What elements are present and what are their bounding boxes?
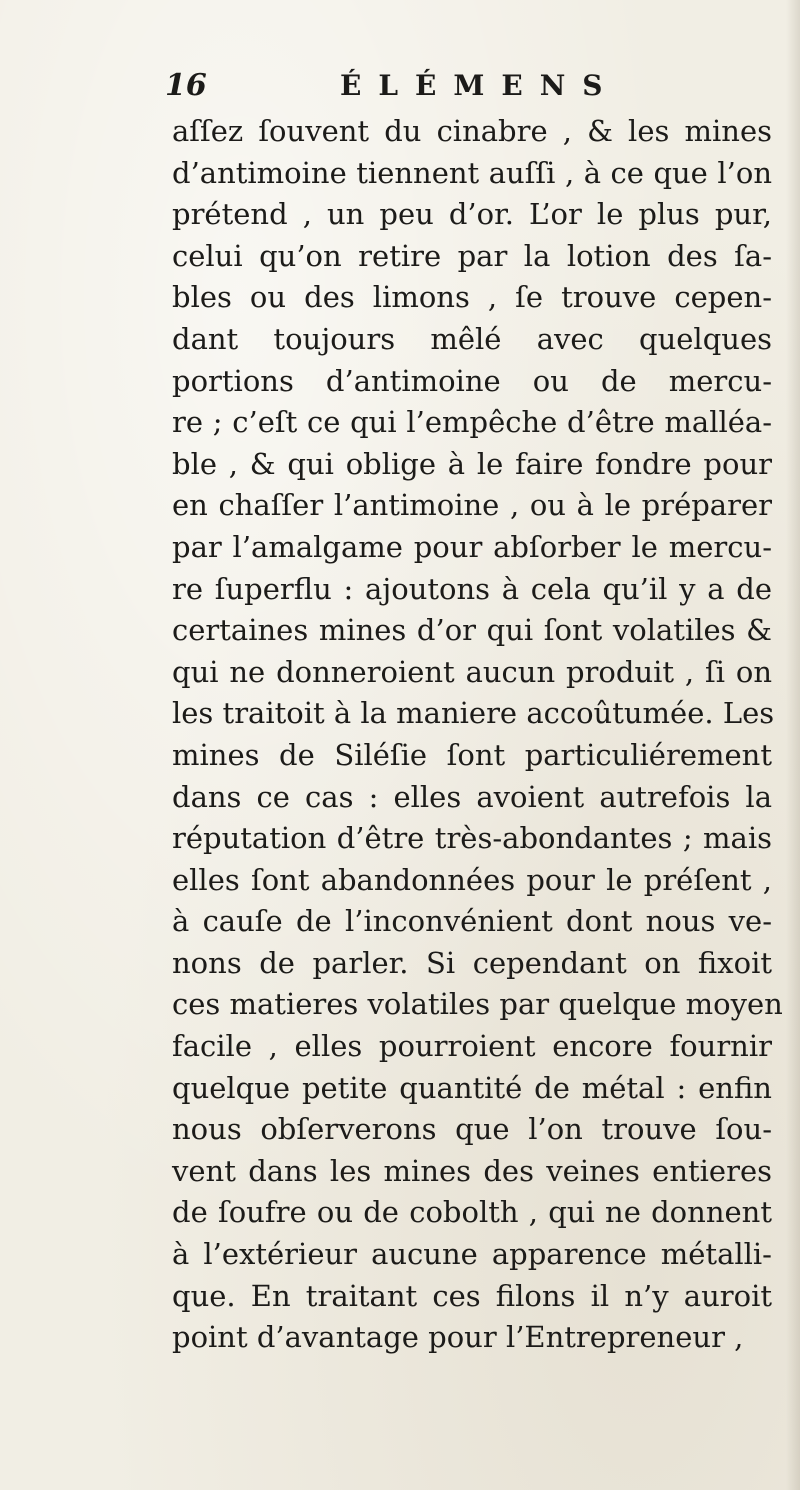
- text-line: ble , & qui oblige à le faire fondre pour: [172, 446, 772, 481]
- text-line: certaines mines d’or qui ſont volatiles &: [172, 613, 772, 648]
- text-line: d’antimoine tiennent auſſi , à ce que l’on: [172, 155, 772, 190]
- page-edge-shadow: [786, 0, 800, 1490]
- text-line: quelque petite quantité de métal : enfin: [172, 1070, 772, 1105]
- text-line: nous obſerverons que l’on trouve ſou-: [172, 1112, 772, 1147]
- body-text: [172, 111, 783, 1359]
- text-line: dant toujours mêlé avec quelques: [172, 321, 772, 356]
- text-line: bles ou des limons , ſe trouve cepen-: [172, 280, 772, 315]
- text-line: à l’extérieur aucune apparence métalli-: [172, 1237, 772, 1272]
- text-line: elles ſont abandonnées pour le préſent ,: [172, 862, 772, 897]
- text-line: mines de Siléſie ſont particuliérement: [172, 737, 772, 772]
- text-line: celui qu’on retire par la lotion des ſa-: [172, 238, 772, 273]
- text-line: dans ce cas : elles avoient autrefois la: [172, 779, 772, 814]
- text-line: à cauſe de l’inconvénient dont nous ve-: [172, 904, 772, 939]
- text-line: aſſez ſouvent du cinabre , & les mines: [172, 114, 772, 148]
- text-line: réputation d’être très-abondantes ; mais: [172, 821, 772, 856]
- page-number: 16: [165, 68, 207, 103]
- text-line: point d’avantage pour l’Entrepreneur ,: [172, 1320, 744, 1355]
- text-line: de ſoufre ou de cobolth , qui ne donnent: [172, 1195, 772, 1230]
- text-line: en chaſſer l’antimoine , ou à le préparer: [172, 488, 772, 523]
- page-header: [165, 66, 635, 106]
- text-line: qui ne donneroient aucun produit , ſi on: [172, 654, 772, 689]
- text-line: les traitoit à la maniere accoûtumée. Les: [172, 696, 775, 731]
- running-head: ÉLÉMENS: [340, 69, 620, 102]
- text-line: re ſuperflu : ajoutons à cela qu’il y a de: [172, 571, 772, 606]
- text-line: vent dans les mines des veines entieres: [172, 1153, 772, 1188]
- text-line: re ; c’eſt ce qui l’empêche d’être malléa-: [172, 405, 772, 440]
- text-line: nons de parler. Si cependant on fixoit: [172, 945, 772, 980]
- text-line: ces matieres volatiles par quelque moyen: [172, 987, 783, 1022]
- text-line: portions d’antimoine ou de mercu-: [172, 363, 772, 398]
- text-line: facile , elles pourroient encore fournir: [172, 1029, 772, 1064]
- text-line: prétend , un peu d’or. L’or le plus pur,: [172, 197, 772, 232]
- text-line: que. En traitant ces filons il n’y auroit: [172, 1278, 772, 1313]
- text-line: par l’amalgame pour abſorber le mercu-: [172, 529, 772, 564]
